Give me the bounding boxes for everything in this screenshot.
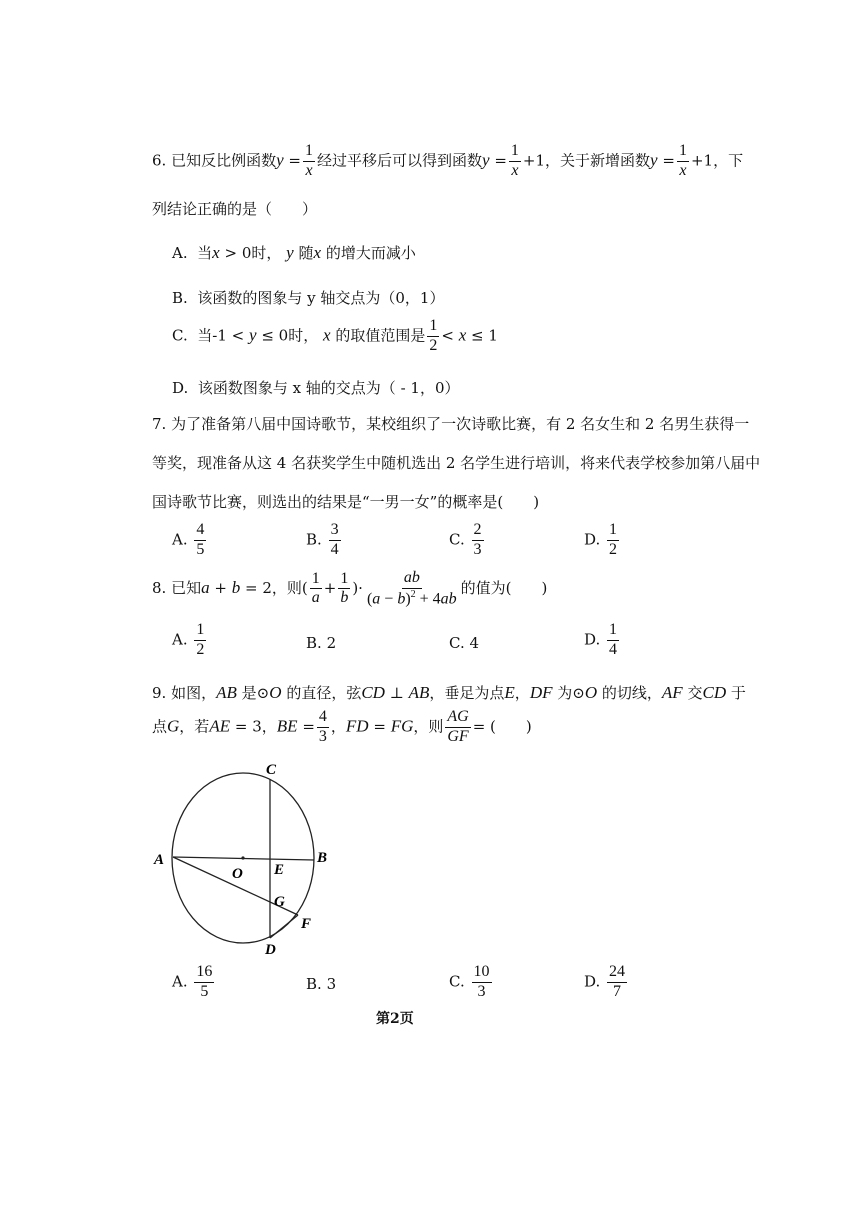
- q6-option-a: A. 当x > 0时， y 随x 的增大而减小: [172, 243, 416, 262]
- fraction-ag-over-gf: $\frac{AG}{GF}$: [447, 708, 469, 745]
- fraction-1-over-2: $\frac{1}{2}$: [429, 317, 438, 354]
- fraction-1-over-x-c: $\frac{1}{x}$: [678, 142, 687, 179]
- q7-option-b: B. $\frac{3}{4}$: [306, 521, 339, 558]
- q9-line1: 9. 如图，AB 是⊙O 的直径，弦CD ⊥ AB，垂足为点E，DF 为⊙O 的切线，AF 交CD 于: [152, 683, 746, 702]
- q7-line3: 国诗歌节比赛，则选出的结果是“一男一女”的概率是( ): [152, 493, 540, 511]
- label-e: E: [274, 862, 285, 878]
- q6-line1: 6. 已知反比例函数y = $\frac{1}{x}$ 经过平移后可以得到函数y = $\frac{1}{x}$ +1，关于新增函数y = $\frac{1}{x}$ +1，下: [152, 142, 744, 179]
- q9-option-d: D. $\frac{24}{7}$: [584, 963, 626, 1000]
- label-f: F: [301, 916, 312, 932]
- label-g: G: [274, 894, 285, 910]
- q8-option-a: A. $\frac{1}{2}$: [172, 621, 205, 658]
- tangent-df: [270, 915, 298, 938]
- q6-line2: 列结论正确的是（ ）: [152, 200, 318, 218]
- q7-option-d: D. $\frac{1}{2}$: [584, 521, 618, 558]
- q6-option-b: B. 该函数的图象与 y 轴交点为（0，1）: [172, 289, 445, 307]
- fraction-1-over-x-b: $\frac{1}{x}$: [510, 142, 519, 179]
- q8-line: 8. 已知a + b = 2，则( $\frac{1}{a}$ + $\frac{1}{b}$ )· $\frac{ab}{(a - b)^2 + 4ab}$ 的值为( ): [152, 569, 548, 608]
- q7-option-a: A. $\frac{4}{5}$: [172, 521, 205, 558]
- q9-option-b: B. 3: [306, 975, 337, 993]
- q8-option-b: B. 2: [306, 634, 337, 652]
- fraction-ab-expression: $\frac{ab}{(a - b)^2 + 4ab}$: [366, 569, 457, 608]
- q8-option-d: D. $\frac{1}{4}$: [584, 621, 618, 658]
- q8-option-c: C. 4: [449, 634, 480, 652]
- q9-line2: 点G，若AE = 3，BE = $\frac{4}{3}$ ，FD = FG，则 $\frac{AG}{GF}$ = ( ): [152, 708, 532, 745]
- q6-option-d: D. 该函数图象与 x 轴的交点为（ - 1，0）: [172, 379, 460, 397]
- q6-option-c: C. 当-1 < y ≤ 0时， x 的取值范围是 $\frac{1}{2}$ < x ≤ 1: [172, 317, 498, 354]
- q7-line2: 等奖，现准备从这 4 名获奖学生中随机选出 2 名学生进行培训，将来代表学校参加第八届中: [152, 454, 761, 472]
- q7-option-c: C. $\frac{2}{3}$: [449, 521, 482, 558]
- q9-options: [0, 962, 860, 1008]
- q9-option-a: A. $\frac{16}{5}$: [172, 963, 213, 1000]
- q7-line1: 7. 为了准备第八届中国诗歌节，某校组织了一次诗歌比赛，有 2 名女生和 2 名男生获得一: [152, 415, 750, 433]
- center-o-dot: [241, 856, 244, 859]
- label-c: C: [266, 762, 277, 778]
- fraction-1-over-x: $\frac{1}{x}$: [305, 142, 313, 179]
- label-b: B: [317, 850, 328, 866]
- label-o: O: [232, 866, 243, 882]
- page-number: 第2页: [376, 1011, 414, 1027]
- label-a: A: [154, 852, 165, 868]
- label-d: D: [265, 942, 276, 958]
- q9-option-c: C. $\frac{10}{3}$: [449, 963, 490, 1000]
